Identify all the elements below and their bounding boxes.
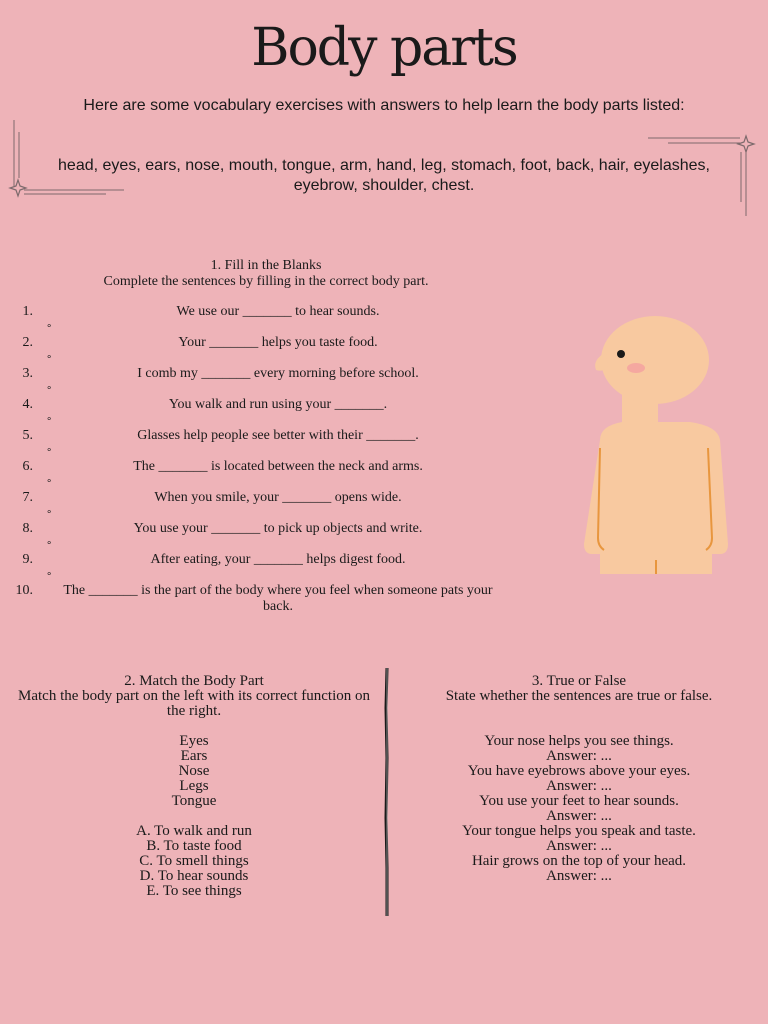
item-number: 5.	[22, 428, 33, 443]
item-sentence: You walk and run using your _______.	[168, 397, 388, 412]
match-function: E. To see things	[146, 883, 242, 899]
match-function: B. To taste food	[146, 838, 242, 854]
item-sentence: The _______ is the part of the body where you feel when someone pats your back.	[63, 583, 493, 614]
item-number: 1.	[22, 304, 33, 319]
true-false-instruction: State whether the sentences are true or false.	[445, 688, 713, 704]
true-false-statement: You use your feet to hear sounds.	[479, 793, 679, 809]
child-figure-illustration	[580, 316, 736, 578]
fill-in-blanks-instruction: Complete the sentences by filling in the correct body part.	[103, 274, 429, 289]
match-heading: 2. Match the Body Part	[124, 673, 264, 689]
fill-in-blanks-list	[0, 304, 560, 614]
item-number: 4.	[22, 397, 33, 412]
intro-text: Here are some vocabulary exercises with answers to help learn the body parts listed:	[83, 97, 685, 114]
list-item	[0, 521, 560, 552]
list-item	[0, 583, 560, 614]
item-sentence: When you smile, your _______ opens wide.	[154, 490, 402, 505]
item-sentence: Your _______ helps you taste food.	[178, 335, 378, 350]
item-number: 10.	[15, 583, 33, 598]
item-sentence: I comb my _______ every morning before school.	[137, 366, 419, 381]
match-part: Eyes	[179, 733, 209, 749]
body-parts-list: head, eyes, ears, nose, mouth, tongue, arm, hand, leg, stomach, foot, back, hair, eyelashes, eyebrow, shoulder, chest.	[58, 157, 710, 194]
list-item	[0, 397, 560, 428]
sub-bullet-icon: ∘	[46, 321, 53, 332]
true-false-heading: 3. True or False	[531, 673, 627, 689]
item-sentence: The _______ is located between the neck and arms.	[133, 459, 423, 474]
true-false-section	[398, 674, 760, 884]
answer-line: Answer: ...	[546, 868, 612, 884]
list-item	[0, 428, 560, 459]
list-item	[0, 490, 560, 521]
true-false-statement: Hair grows on the top of your head.	[471, 853, 687, 869]
match-part: Legs	[179, 778, 209, 794]
list-item	[0, 335, 560, 366]
fill-in-blanks-header	[0, 258, 532, 290]
sub-bullet-icon: ∘	[46, 414, 53, 425]
true-false-statement: Your nose helps you see things.	[484, 733, 674, 749]
match-function: C. To smell things	[139, 853, 249, 869]
sub-bullet-icon: ∘	[46, 445, 53, 456]
answer-line: Answer: ...	[546, 808, 612, 824]
true-false-statement: You have eyebrows above your eyes.	[467, 763, 691, 779]
item-sentence: Glasses help people see better with their _______.	[137, 428, 419, 443]
page-title: Body parts	[251, 18, 517, 78]
item-sentence: After eating, your _______ helps digest food.	[150, 552, 406, 567]
match-instruction: Match the body part on the left with its correct function on the right.	[18, 688, 370, 719]
sub-bullet-icon: ∘	[46, 507, 53, 518]
list-item	[0, 552, 560, 583]
match-part: Tongue	[171, 793, 217, 809]
item-number: 3.	[22, 366, 33, 381]
match-function: D. To hear sounds	[139, 868, 249, 884]
item-sentence: You use your _______ to pick up objects and write.	[133, 521, 423, 536]
answer-line: Answer: ...	[546, 838, 612, 854]
sub-bullet-icon: ∘	[46, 569, 53, 580]
item-number: 8.	[22, 521, 33, 536]
item-number: 7.	[22, 490, 33, 505]
sub-bullet-icon: ∘	[46, 538, 53, 549]
item-number: 2.	[22, 335, 33, 350]
answer-line: Answer: ...	[546, 748, 612, 764]
match-part: Nose	[178, 763, 210, 779]
list-item	[0, 304, 560, 335]
match-part: Ears	[180, 748, 208, 764]
item-number: 9.	[22, 552, 33, 567]
item-number: 6.	[22, 459, 33, 474]
list-item	[0, 459, 560, 490]
list-item	[0, 366, 560, 397]
item-sentence: We use our _______ to hear sounds.	[176, 304, 380, 319]
sub-bullet-icon: ∘	[46, 476, 53, 487]
sub-bullet-icon: ∘	[46, 352, 53, 363]
fill-in-blanks-heading: 1. Fill in the Blanks	[210, 258, 322, 273]
section-divider	[384, 668, 390, 916]
true-false-statement: Your tongue helps you speak and taste.	[462, 823, 696, 839]
sub-bullet-icon: ∘	[46, 383, 53, 394]
answer-line: Answer: ...	[546, 778, 612, 794]
match-function: A. To walk and run	[136, 823, 252, 839]
match-section	[10, 674, 378, 899]
